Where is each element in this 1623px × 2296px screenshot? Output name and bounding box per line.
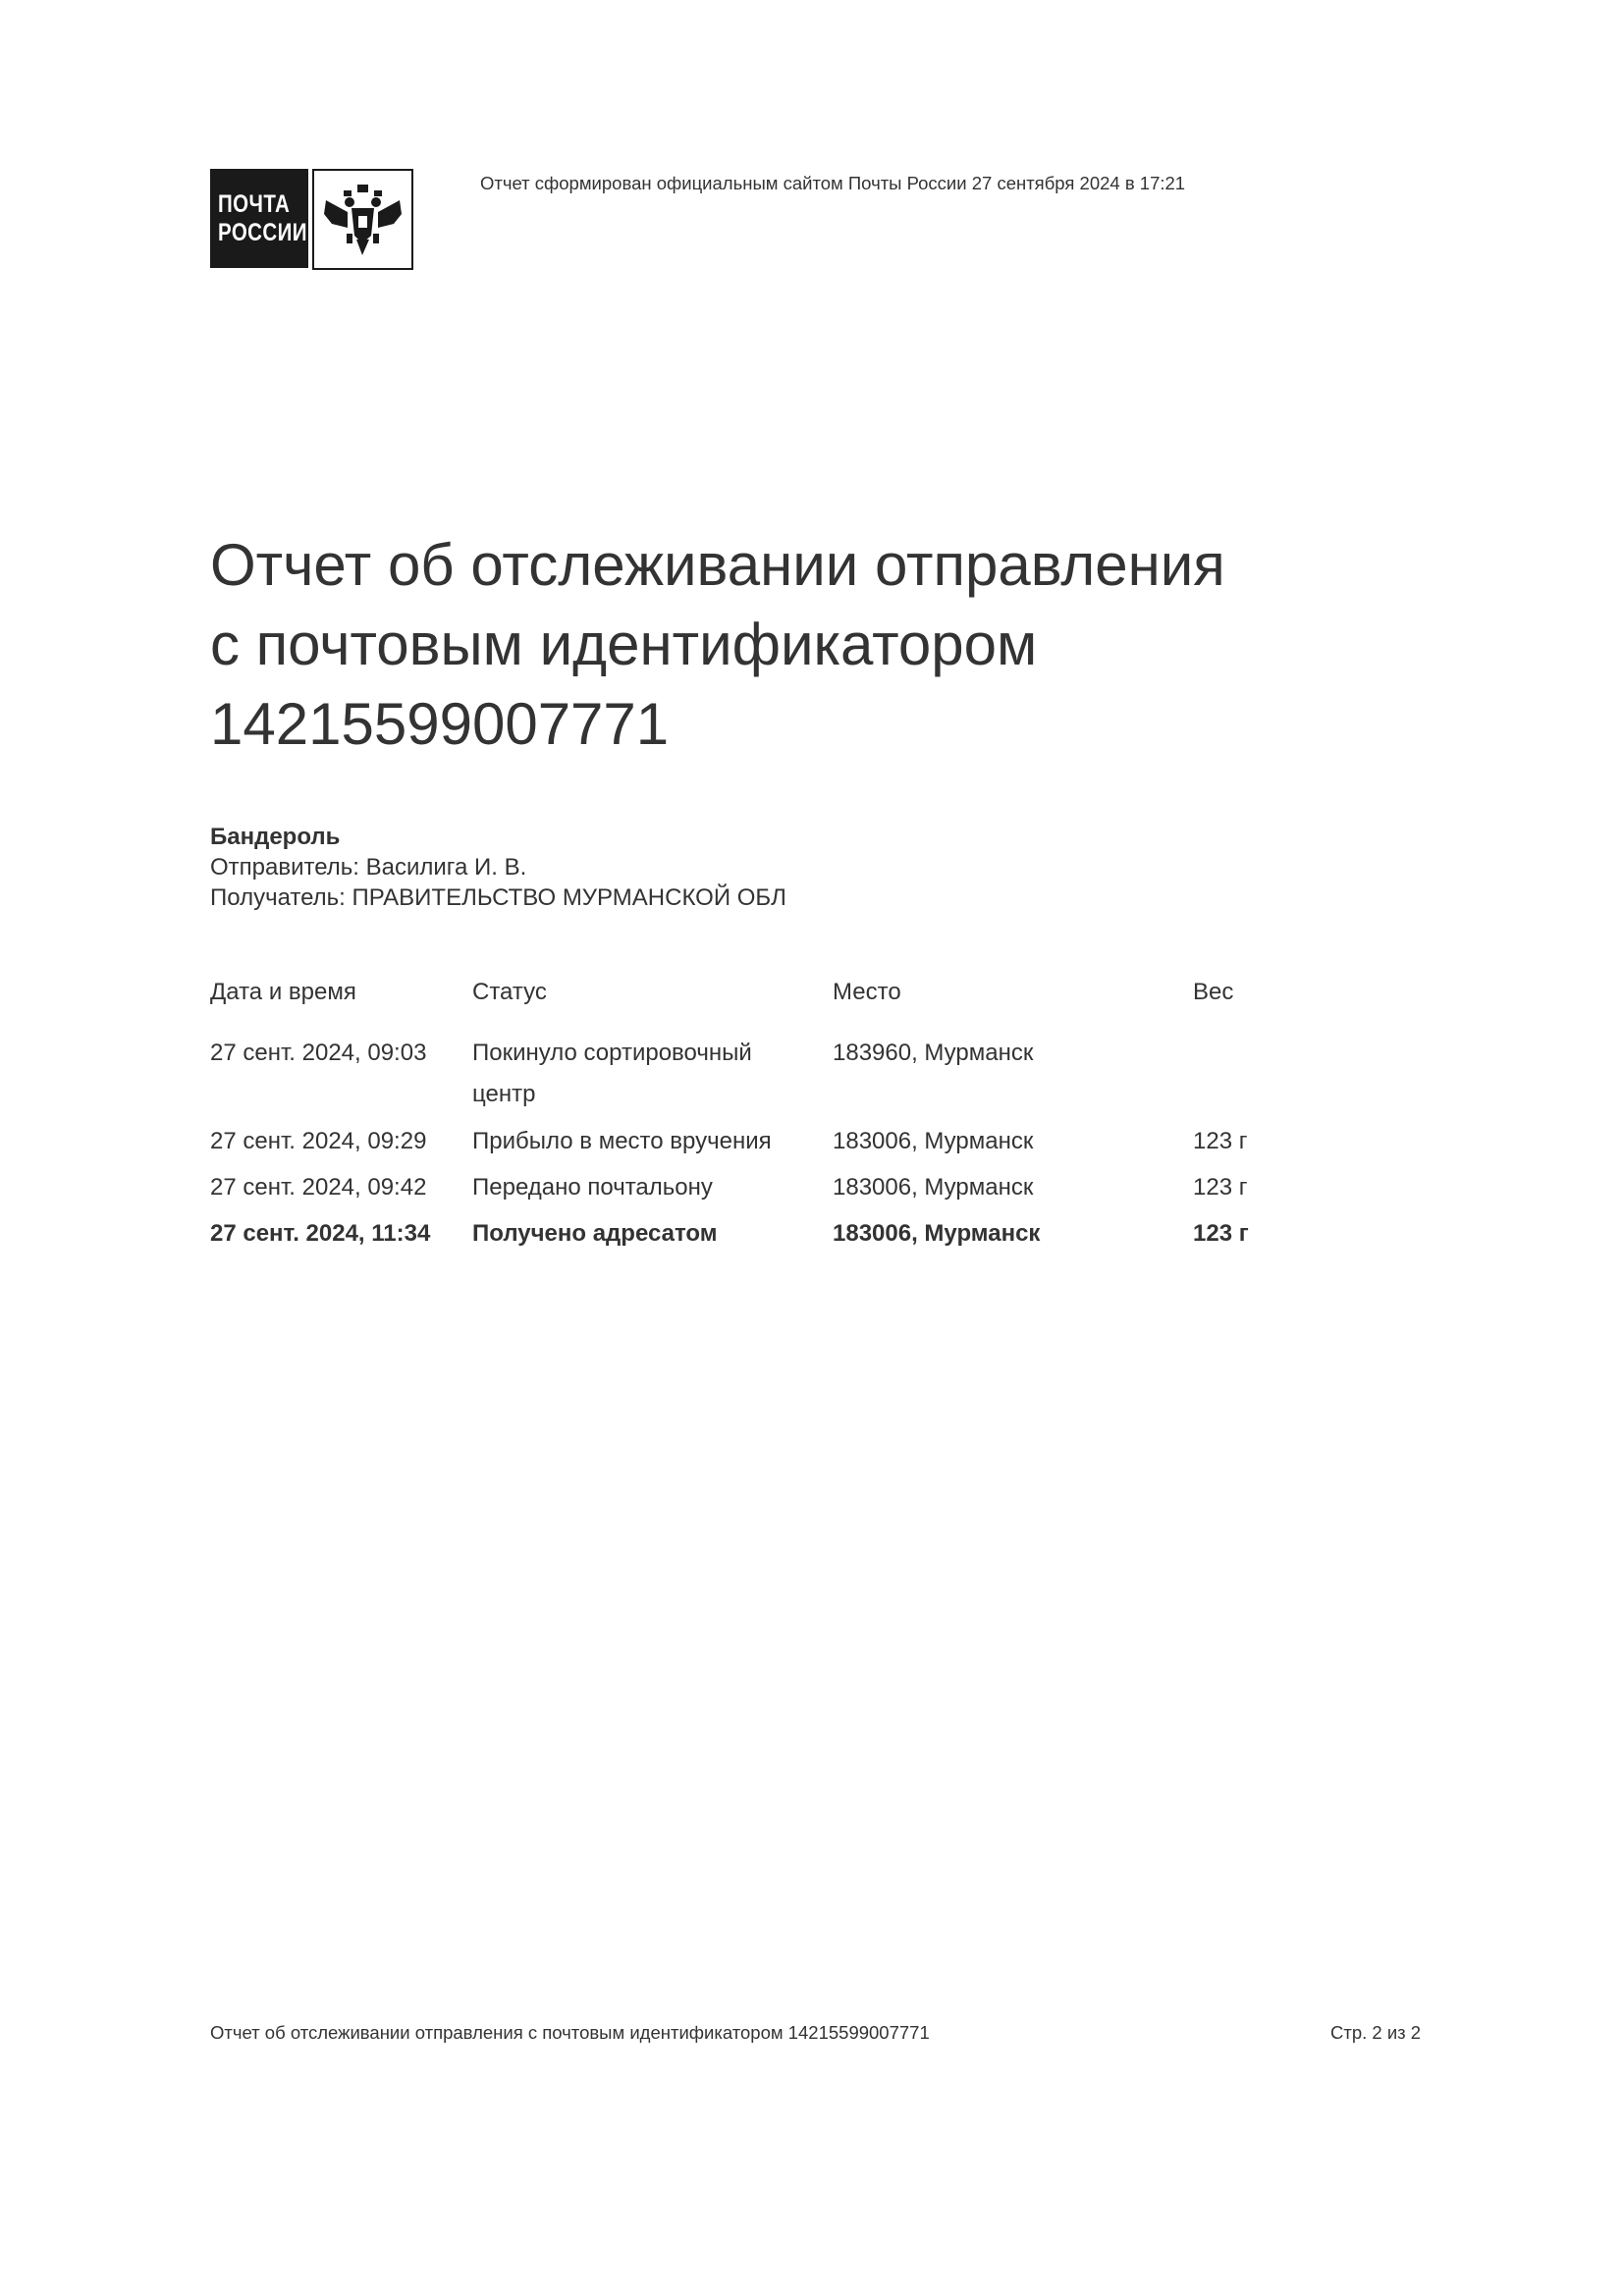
row-date: 27 сент. 2024, 09:29 [210, 1128, 427, 1154]
row-date: 27 сент. 2024, 11:34 [210, 1220, 431, 1247]
row-place: 183960, Мурманск [833, 1040, 1034, 1066]
shipment-type: Бандероль [210, 824, 341, 850]
column-header-status: Статус [472, 979, 547, 1005]
row-place: 183006, Мурманск [833, 1174, 1034, 1201]
row-place: 183006, Мурманск [833, 1128, 1034, 1154]
pochta-rossii-logo [210, 169, 411, 268]
report-title-line-1: Отчет об отслеживании отправления [210, 532, 1225, 598]
row-weight: 123 г [1193, 1174, 1248, 1201]
row-date: 27 сент. 2024, 09:42 [210, 1174, 427, 1201]
row-date: 27 сент. 2024, 09:03 [210, 1040, 427, 1066]
column-header-weight: Вес [1193, 979, 1234, 1005]
report-generated-note: Отчет сформирован официальным сайтом Почты России 27 сентября 2024 в 17:21 [480, 173, 1186, 193]
shipment-info [210, 822, 786, 913]
shipment-recipient: Получатель: ПРАВИТЕЛЬСТВО МУРМАНСКОЙ ОБЛ [210, 884, 786, 911]
tracking-number: 14215599007771 [210, 691, 670, 757]
row-status-continued: центр [472, 1081, 536, 1107]
shipment-sender: Отправитель: Василига И. В. [210, 854, 527, 881]
logo-wordmark [218, 190, 307, 247]
row-status: Прибыло в место вручения [472, 1128, 772, 1154]
page-number: Стр. 2 из 2 [1330, 2022, 1422, 2043]
logo-line-1: ПОЧТА [218, 190, 291, 218]
double-headed-eagle-icon [312, 169, 413, 270]
column-header-place: Место [833, 979, 901, 1005]
row-status: Покинуло сортировочный [472, 1040, 752, 1066]
row-place: 183006, Мурманск [833, 1220, 1041, 1247]
footer-report-title: Отчет об отслеживании отправления с почтовым идентификатором 14215599007771 [210, 2022, 930, 2043]
logo-line-2: РОССИИ [218, 219, 307, 246]
row-status: Получено адресатом [472, 1220, 718, 1247]
row-weight: 123 г [1193, 1128, 1248, 1154]
report-title-line-2: с почтовым идентификатором [210, 612, 1038, 677]
logo-wordmark-block [210, 169, 308, 268]
column-header-date: Дата и время [210, 979, 356, 1005]
row-weight: 123 г [1193, 1220, 1249, 1247]
row-status: Передано почтальону [472, 1174, 713, 1201]
report-title [210, 525, 1225, 764]
